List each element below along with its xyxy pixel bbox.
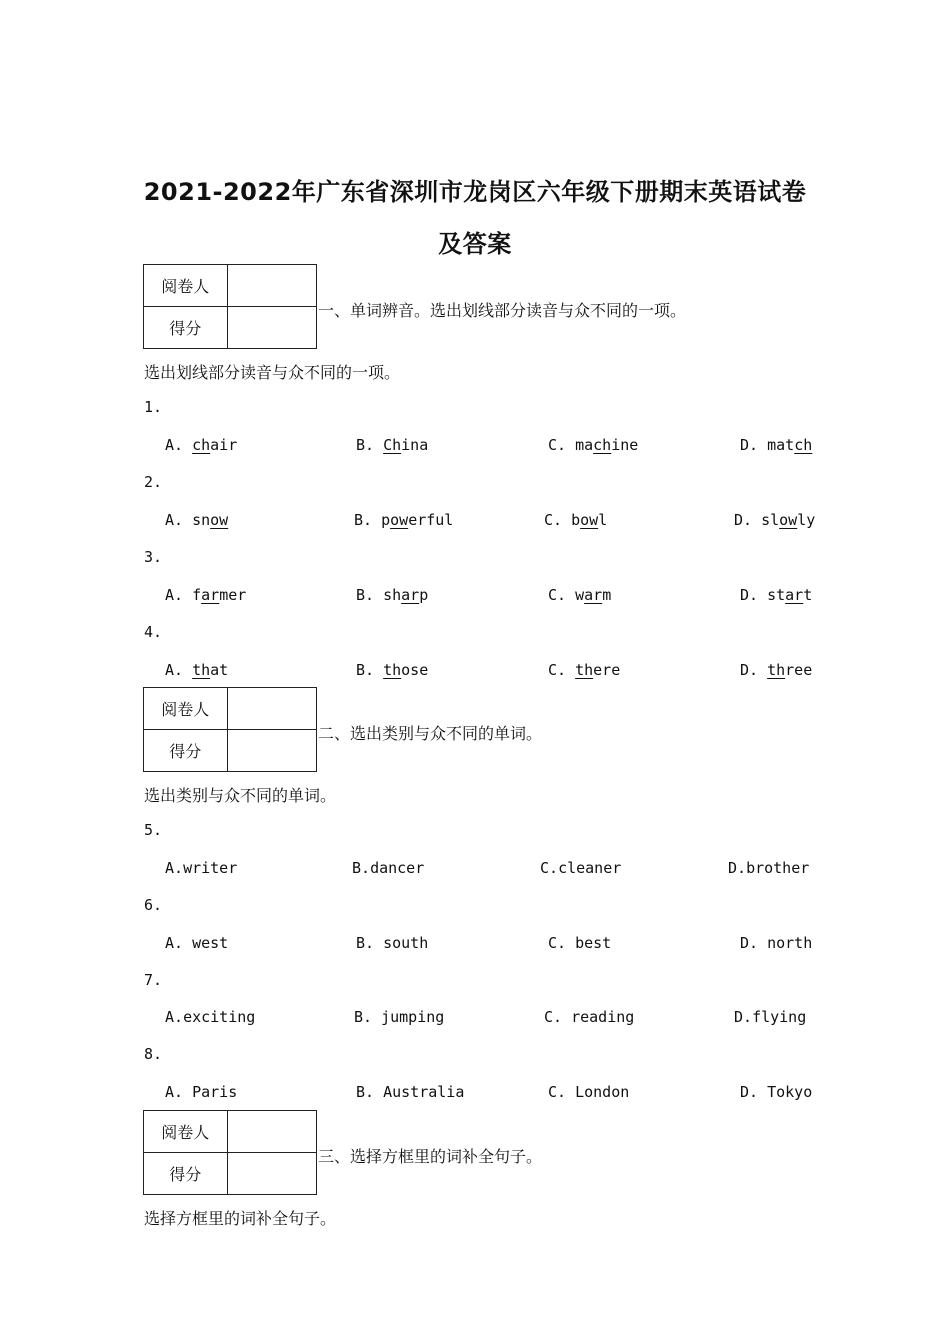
option-prefix: C. [540, 859, 559, 877]
option-underlined: ar [785, 586, 804, 604]
option-b [352, 859, 424, 877]
option-a [165, 436, 237, 454]
option-text: ree [785, 661, 813, 679]
question-number: 6. [144, 896, 163, 914]
option-underlined: th [383, 661, 402, 679]
option-prefix: C. [544, 1008, 572, 1026]
option-text: south [383, 934, 429, 952]
option-underlined: th [575, 661, 594, 679]
option-b [354, 1008, 444, 1026]
option-b [356, 586, 428, 604]
option-underlined: Ch [383, 436, 402, 454]
score-cell [227, 1153, 316, 1195]
option-b [356, 661, 428, 679]
section-instruction-3: 选择方框里的词补全句子。 [144, 1209, 337, 1228]
option-prefix: A. [165, 586, 193, 604]
option-text: jumping [381, 1008, 445, 1026]
option-d [740, 586, 812, 604]
option-underlined: ar [201, 586, 220, 604]
reviewer-cell [227, 1111, 316, 1153]
score-box-2 [143, 687, 317, 772]
option-c [548, 661, 620, 679]
option-prefix: C. [548, 586, 576, 604]
question-number: 8. [144, 1045, 163, 1063]
option-text: sh [383, 586, 402, 604]
option-prefix: B. [356, 586, 384, 604]
option-text: exciting [183, 1008, 256, 1026]
option-prefix: D. [734, 1008, 753, 1026]
option-prefix: C. [548, 1083, 576, 1101]
option-text: ere [593, 661, 621, 679]
page-title-line2: 及答案 [438, 230, 512, 258]
option-a [165, 1083, 237, 1101]
option-prefix: B. [354, 511, 382, 529]
option-text: l [598, 511, 608, 529]
score-cell [227, 730, 316, 772]
option-underlined: ow [390, 511, 409, 529]
option-prefix: D. [728, 859, 747, 877]
reviewer-cell [227, 265, 316, 307]
option-underlined: ch [593, 436, 612, 454]
option-text: dancer [370, 859, 425, 877]
question-number: 5. [144, 821, 163, 839]
option-text: t [803, 586, 813, 604]
option-b [356, 1083, 464, 1101]
option-d [740, 1083, 812, 1101]
option-underlined: ch [794, 436, 813, 454]
option-text: Tokyo [767, 1083, 813, 1101]
option-text: brother [746, 859, 810, 877]
option-text: w [575, 586, 585, 604]
option-prefix: D. [734, 511, 762, 529]
option-c [540, 859, 621, 877]
option-c [548, 586, 611, 604]
option-text: flying [752, 1008, 807, 1026]
option-d [728, 859, 809, 877]
option-text: at [210, 661, 229, 679]
page-title: 2021-2022年广东省深圳市龙岗区六年级下册期末英语试卷 [143, 178, 807, 206]
option-prefix: D. [740, 661, 768, 679]
section-heading-2: 二、选出类别与众不同的单词。 [318, 724, 543, 743]
option-prefix: D. [740, 586, 768, 604]
option-b [354, 511, 453, 529]
option-text: best [575, 934, 612, 952]
question-number: 4. [144, 623, 163, 641]
option-text: p [419, 586, 429, 604]
option-text: Australia [383, 1083, 465, 1101]
option-text: p [381, 511, 391, 529]
option-d [740, 934, 812, 952]
option-text: north [767, 934, 813, 952]
reviewer-label: 阅卷人 [144, 688, 228, 730]
option-a [165, 661, 228, 679]
option-a [165, 934, 228, 952]
section-heading-1: 一、单词辨音。选出划线部分读音与众不同的一项。 [318, 301, 687, 320]
option-prefix: A. [165, 661, 193, 679]
option-underlined: ch [192, 436, 211, 454]
option-text: sl [761, 511, 780, 529]
score-cell [227, 307, 316, 349]
option-prefix: C. [548, 934, 576, 952]
option-prefix: B. [356, 436, 384, 454]
option-prefix: C. [548, 661, 576, 679]
option-underlined: ar [584, 586, 603, 604]
option-prefix: C. [544, 511, 572, 529]
option-prefix: B. [352, 859, 371, 877]
option-text: air [210, 436, 238, 454]
question-number: 3. [144, 548, 163, 566]
option-text: m [602, 586, 612, 604]
option-prefix: D. [740, 934, 768, 952]
option-text: mer [219, 586, 247, 604]
score-box-1 [143, 264, 317, 349]
option-c [544, 1008, 634, 1026]
option-b [356, 436, 428, 454]
score-label: 得分 [144, 1153, 228, 1195]
option-d [734, 1008, 806, 1026]
option-prefix: B. [356, 661, 384, 679]
option-prefix: D. [740, 436, 768, 454]
option-d [740, 436, 812, 454]
option-text: ine [611, 436, 639, 454]
option-a [165, 511, 228, 529]
option-text: erful [408, 511, 454, 529]
option-underlined: ar [401, 586, 420, 604]
question-number: 1. [144, 398, 163, 416]
option-text: st [767, 586, 786, 604]
section-instruction-1: 选出划线部分读音与众不同的一项。 [144, 363, 401, 382]
option-d [740, 661, 812, 679]
option-a [165, 859, 237, 877]
option-text: ose [401, 661, 429, 679]
option-text: ly [797, 511, 816, 529]
option-text: writer [183, 859, 238, 877]
option-text: mat [767, 436, 795, 454]
option-text: London [575, 1083, 630, 1101]
option-underlined: ow [210, 511, 229, 529]
option-prefix: B. [356, 934, 384, 952]
option-underlined: th [767, 661, 786, 679]
option-text: Paris [192, 1083, 238, 1101]
section-instruction-2: 选出类别与众不同的单词。 [144, 786, 337, 805]
option-prefix: B. [354, 1008, 382, 1026]
score-box-3 [143, 1110, 317, 1195]
option-prefix: D. [740, 1083, 768, 1101]
option-prefix: A. [165, 934, 193, 952]
option-underlined: th [192, 661, 211, 679]
option-b [356, 934, 428, 952]
option-prefix: B. [356, 1083, 384, 1101]
option-underlined: ow [779, 511, 798, 529]
option-underlined: ow [580, 511, 599, 529]
option-prefix: A. [165, 1083, 193, 1101]
option-c [548, 1083, 629, 1101]
option-text: reading [571, 1008, 635, 1026]
option-text: ina [401, 436, 429, 454]
section-heading-3: 三、选择方框里的词补全句子。 [318, 1147, 543, 1166]
option-a [165, 586, 246, 604]
option-text: f [192, 586, 202, 604]
option-text: ma [575, 436, 594, 454]
reviewer-cell [227, 688, 316, 730]
option-c [548, 436, 638, 454]
option-text: b [571, 511, 581, 529]
option-a [165, 1008, 255, 1026]
option-text: cleaner [558, 859, 622, 877]
score-label: 得分 [144, 730, 228, 772]
option-c [548, 934, 611, 952]
option-d [734, 511, 815, 529]
option-text: sn [192, 511, 211, 529]
option-prefix: A. [165, 859, 184, 877]
option-prefix: C. [548, 436, 576, 454]
reviewer-label: 阅卷人 [144, 1111, 228, 1153]
option-c [544, 511, 607, 529]
option-text: west [192, 934, 229, 952]
option-prefix: A. [165, 1008, 184, 1026]
question-number: 7. [144, 971, 163, 989]
option-prefix: A. [165, 436, 193, 454]
reviewer-label: 阅卷人 [144, 265, 228, 307]
option-prefix: A. [165, 511, 193, 529]
question-number: 2. [144, 473, 163, 491]
score-label: 得分 [144, 307, 228, 349]
